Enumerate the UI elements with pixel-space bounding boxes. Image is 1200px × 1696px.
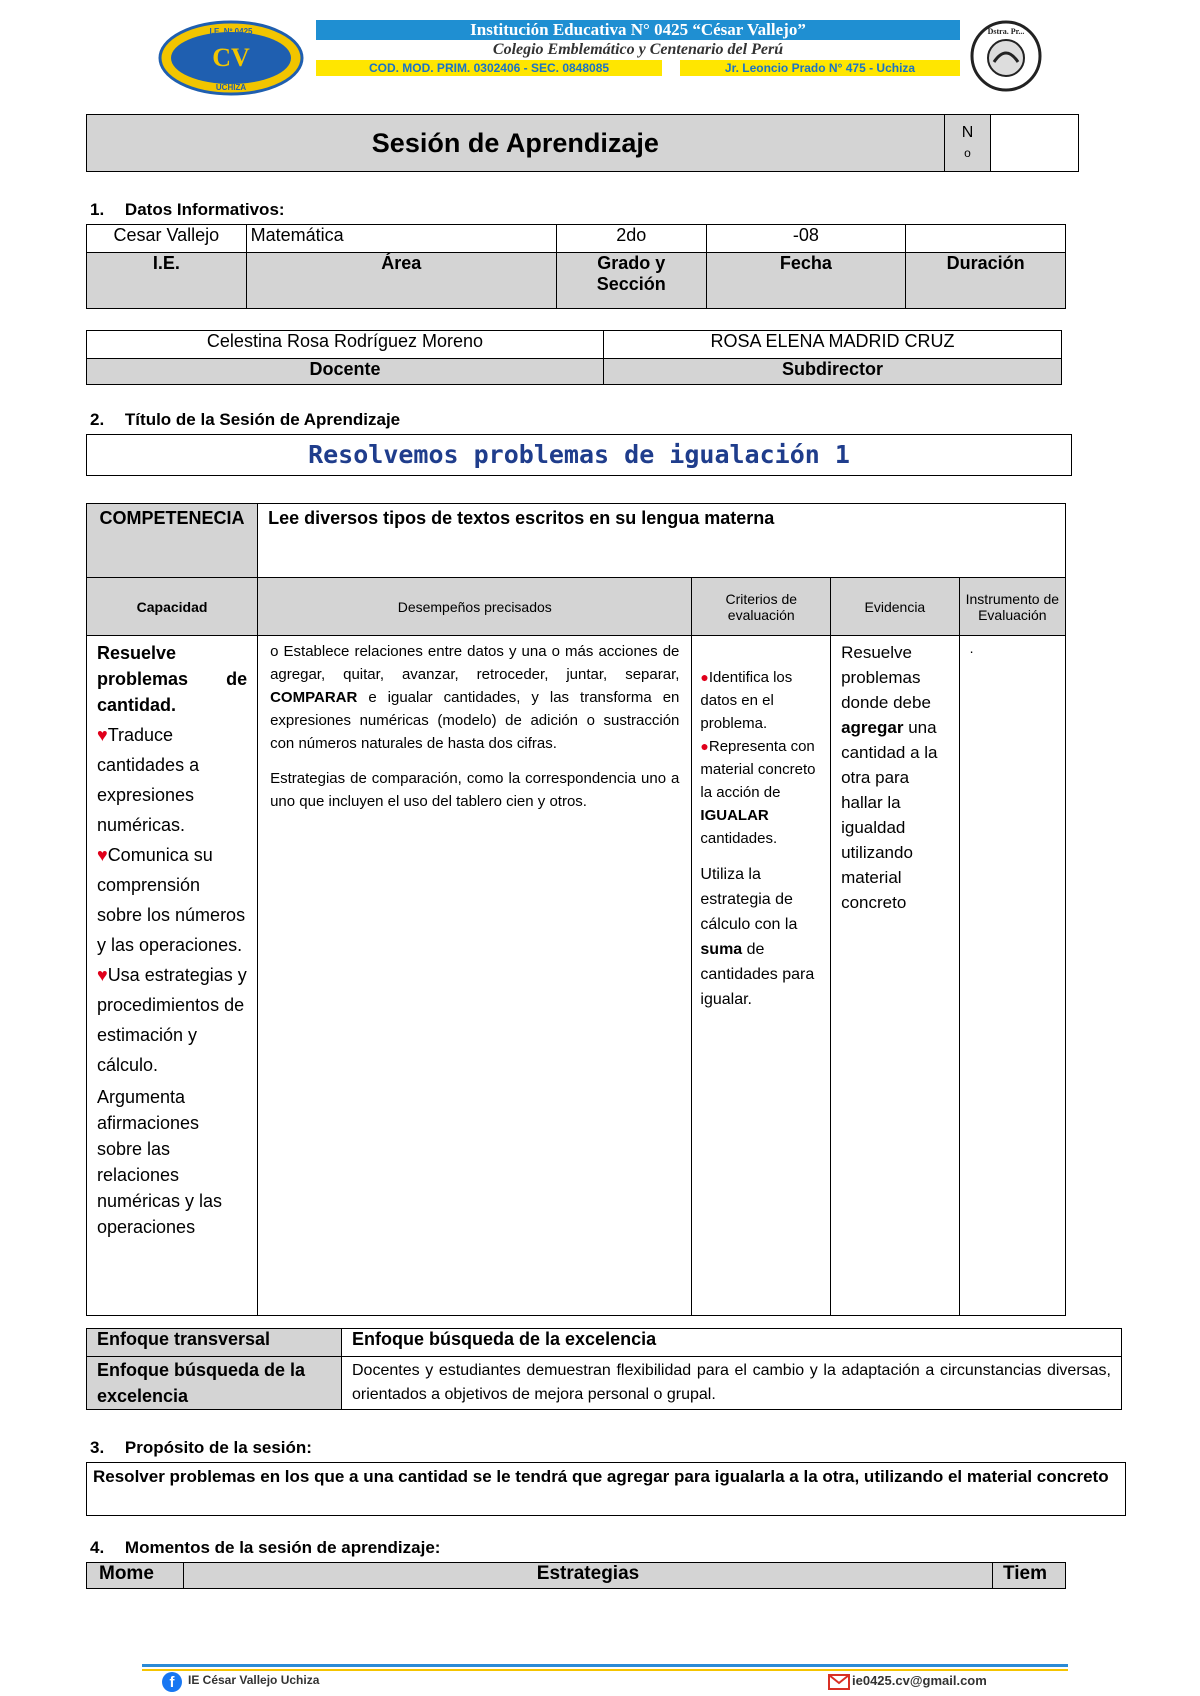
section1-number: 1. [90, 200, 105, 219]
duracion-value [906, 225, 1066, 253]
desempeno-bullet: o [270, 643, 279, 660]
capacidad-item-1: ♥Traduce cantidades a expresiones numéricas. [97, 725, 200, 835]
desempeno-2: Estrategias de comparación, como la correspondencia uno a uno que incluyen el uso del tablero cien y otros. [270, 770, 680, 810]
enfoque-value-1: Enfoque búsqueda de la excelencia [342, 1329, 1122, 1357]
competencia-text: Lee diversos tipos de textos escritos en su lengua materna [258, 504, 1066, 578]
banner-address: Jr. Leoncio Prado N° 475 - Uchiza [680, 60, 960, 76]
enfoque-value-2: Docentes y estudiantes demuestran flexibilidad para el cambio y la adaptación a circunstancias diversas, orientados a objetivos de mejora personal o grupal. [342, 1357, 1122, 1410]
capacidad-cell [87, 636, 258, 1316]
heart-icon: ♥ [97, 845, 108, 865]
subdirector-name: ROSA ELENA MADRID CRUZ [604, 331, 1062, 359]
enfoque-label-1: Enfoque transversal [87, 1329, 342, 1357]
competencia-label: COMPETENECIA [87, 504, 258, 578]
school-seal [968, 18, 1044, 94]
momentos-col-1: Mome [87, 1563, 184, 1589]
o-label: o [964, 146, 971, 160]
fecha-value: -08 [706, 225, 906, 253]
desempenos-cell [258, 636, 692, 1316]
number-label [944, 115, 991, 172]
footer-line [142, 1664, 1068, 1667]
facebook-link[interactable]: IE César Vallejo Uchiza [188, 1673, 320, 1687]
enfoque-label-2: Enfoque búsqueda de la excelencia [87, 1357, 342, 1410]
criterio-3: Utiliza la estrategia de cálculo con la suma de cantidades para igualar. [700, 866, 815, 1008]
section2-title: Título de la Sesión de Aprendizaje [124, 410, 401, 429]
enfoque-table [86, 1328, 1122, 1410]
header-criterios: Criterios de evaluación [692, 578, 831, 636]
competencia-table [86, 503, 1066, 1316]
mail-icon [828, 1674, 850, 1690]
session-number [991, 115, 1079, 172]
banner-institution: Institución Educativa N° 0425 “César Vallejo” [316, 20, 960, 40]
fecha-label: Fecha [706, 253, 906, 309]
heart-icon: ♥ [97, 725, 108, 745]
criterio-1: ●Identifica los datos en el problema. [700, 669, 793, 732]
evidencia-cell: Resuelve problemas donde debe agregar una cantidad a la otra para hallar la igualdad utilizando material concreto [831, 636, 960, 1316]
duracion-label: Duración [906, 253, 1066, 309]
seal-text: Dstra. Pr... [987, 27, 1025, 36]
session-title: Resolvemos problemas de igualación 1 [86, 434, 1072, 476]
email-link[interactable]: ie0425.cv@gmail.com [852, 1673, 987, 1688]
criterios-cell [692, 636, 831, 1316]
staff-table [86, 330, 1062, 385]
ie-label: I.E. [87, 253, 247, 309]
ie-value: Cesar Vallejo [87, 225, 247, 253]
section4-heading [90, 1538, 440, 1558]
n-label: N [961, 124, 974, 141]
capacidad-item-2: ♥Comunica su comprensión sobre los números y las operaciones. [97, 845, 246, 955]
red-bullet-icon: ● [700, 738, 709, 754]
title-box [86, 114, 1079, 172]
area-label: Área [246, 253, 556, 309]
header-evidencia: Evidencia [831, 578, 960, 636]
proposito-text: Resolver problemas en los que a una cantidad se le tendrá que agregar para igualarla a la otra, utilizando el material concreto [86, 1462, 1126, 1516]
section3-title: Propósito de la sesión: [124, 1438, 312, 1457]
subdirector-label: Subdirector [604, 359, 1062, 385]
criterio-2: ●Representa con material concreto la acción de IGUALAR cantidades. [700, 738, 816, 847]
momentos-table [86, 1562, 1066, 1589]
header-capacidad: Capacidad [87, 578, 258, 636]
docente-name: Celestina Rosa Rodríguez Moreno [87, 331, 604, 359]
section4-number: 4. [90, 1538, 105, 1557]
capacidad-extra: Argumenta afirmaciones sobre las relaciones numéricas y las operaciones [97, 1087, 223, 1237]
section1-title: Datos Informativos: [124, 200, 285, 219]
grado-label: Grado y Sección [556, 253, 706, 309]
section3-number: 3. [90, 1438, 105, 1457]
banner-subtitle: Colegio Emblemático y Centenario del Perú [492, 41, 784, 58]
logo-top-text: I.E. Nº 0425 [209, 27, 253, 36]
momentos-col-2: Estrategias [184, 1563, 993, 1589]
page-title: Sesión de Aprendizaje [87, 115, 945, 172]
section1-heading [90, 200, 285, 220]
school-banner [316, 20, 960, 76]
momentos-col-3: Tiem [993, 1563, 1066, 1589]
footer-line-yellow [142, 1669, 1068, 1671]
instrumento-cell: . [959, 636, 1065, 1316]
section2-number: 2. [90, 410, 105, 429]
logo-letters: CV [212, 43, 250, 72]
banner-codes: COD. MOD. PRIM. 0302406 - SEC. 0848085 [316, 60, 662, 76]
red-bullet-icon: ● [700, 669, 709, 685]
heart-icon: ♥ [97, 965, 108, 985]
logo-bottom-text: UCHIZA [215, 83, 247, 92]
facebook-icon: f [162, 1672, 182, 1692]
header-instrumento: Instrumento de Evaluación [959, 578, 1065, 636]
capacidad-item-3: ♥Usa estrategias y procedimientos de estimación y cálculo. [97, 965, 247, 1075]
grado-value: 2do [556, 225, 706, 253]
section3-heading [90, 1438, 312, 1458]
capacidad-title: Resuelve problemas de cantidad. [97, 643, 248, 715]
section4-title: Momentos de la sesión de aprendizaje: [124, 1538, 441, 1557]
section2-heading [90, 410, 400, 430]
school-logo-left [158, 20, 304, 96]
area-value: Matemática [246, 225, 556, 253]
datos-table [86, 224, 1066, 309]
header-desempenos: Desempeños precisados [258, 578, 692, 636]
desempeno-1: o Establece relaciones entre datos y una o más acciones de agregar, quitar, avanzar, retroceder, juntar, separar, COMPARAR e igualar cantidades, y las transforma en expresiones numéricas (modelo) de adición o sustracción con números naturales de hasta dos cifras. [270, 643, 680, 752]
docente-label: Docente [87, 359, 604, 385]
